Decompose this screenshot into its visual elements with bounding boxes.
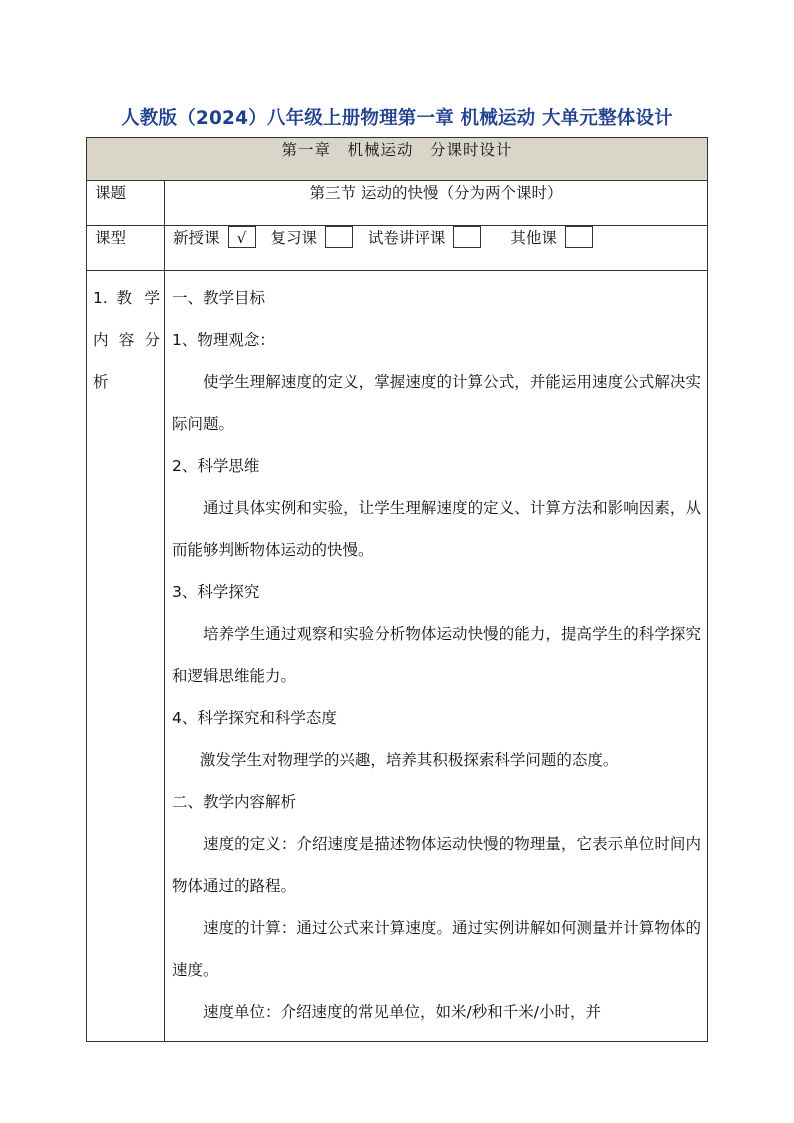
type-checkbox-exam-review[interactable]: [453, 226, 481, 248]
type-option-exam-review: [368, 226, 446, 248]
table-header-row: [87, 138, 708, 181]
analysis-content: [165, 271, 708, 1042]
section-heading: 二、教学内容解析: [172, 793, 297, 811]
table-header: 第一章 机械运动 分课时设计: [87, 138, 708, 181]
type-option-label: 新授课: [173, 229, 220, 247]
type-checkbox-other[interactable]: [565, 226, 593, 248]
section-heading: 一、教学目标: [172, 289, 266, 307]
subsection-heading: 3、科学探究: [172, 583, 260, 601]
paragraph: 培养学生通过观察和实验分析物体运动快慢的能力，提高学生的科学探究和逻辑思维能力。: [172, 625, 701, 685]
lesson-plan-table: [86, 137, 708, 1042]
type-option-review: [270, 226, 317, 248]
subsection-heading: 2、科学思维: [172, 457, 260, 475]
type-option-label: 试卷讲评课: [367, 229, 446, 247]
subsection-heading: 1、物理观念：: [172, 331, 275, 349]
paragraph: 速度单位：介绍速度的常见单位，如米/秒和千米/小时，并: [203, 1003, 601, 1021]
paragraph: 使学生理解速度的定义，掌握速度的计算公式，并能运用速度公式解决实际问题。: [172, 373, 701, 433]
analysis-label-line: 1. 教 学: [93, 289, 160, 307]
paragraph: 速度的定义：介绍速度是描述物体运动快慢的物理量，它表示单位时间内物体通过的路程。: [172, 835, 701, 895]
type-option-label: 其他课: [510, 229, 557, 247]
topic-label: 课题: [87, 181, 165, 226]
paragraph: 速度的计算：通过公式来计算速度。通过实例讲解如何测量并计算物体的速度。: [172, 919, 701, 979]
analysis-label: [87, 271, 165, 1042]
type-checkbox-new[interactable]: √: [228, 226, 256, 248]
topic-value: 第三节 运动的快慢（分为两个课时）: [165, 181, 708, 226]
analysis-label-line: 析: [93, 373, 109, 391]
analysis-row: [87, 271, 708, 1042]
lesson-type-label: 课型: [87, 226, 165, 271]
paragraph: 激发学生对物理学的兴趣，培养其积极探索科学问题的态度。: [199, 751, 619, 769]
document-title: 人教版（2024）八年级上册物理第一章 机械运动 大单元整体设计: [121, 108, 673, 129]
type-checkbox-review[interactable]: [325, 226, 353, 248]
type-option-label: 复习课: [270, 229, 317, 247]
paragraph: 通过具体实例和实验，让学生理解速度的定义、计算方法和影响因素，从而能够判断物体运动的快慢。: [172, 499, 701, 559]
analysis-label-line: 内 容 分: [93, 331, 160, 349]
type-option-other: [510, 226, 557, 248]
topic-row: [87, 181, 708, 226]
type-option-new: [173, 226, 220, 248]
lesson-type-row: [87, 226, 708, 271]
lesson-type-options: [165, 226, 708, 271]
subsection-heading: 4、科学探究和科学态度: [172, 709, 337, 727]
